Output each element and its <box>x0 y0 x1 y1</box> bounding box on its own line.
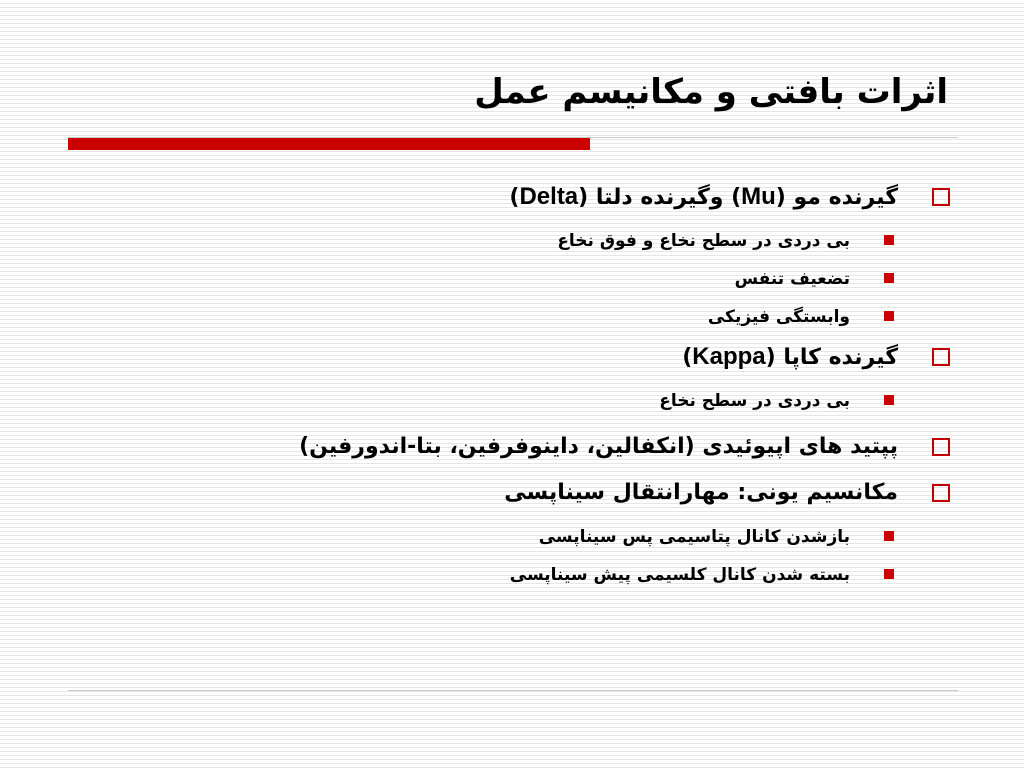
hollow-square-bullet-icon <box>932 484 950 502</box>
solid-square-bullet-icon <box>884 273 894 283</box>
list-item-opioid-peptides <box>250 426 950 468</box>
list-item-no-pain-spinal-supraspinal <box>250 222 950 260</box>
list-item-mu-delta-receptors <box>250 176 950 218</box>
solid-square-bullet-icon <box>884 395 894 405</box>
list-item-ionic-mechanism <box>250 472 950 514</box>
solid-square-bullet-icon <box>884 569 894 579</box>
mu-delta-suffix: ) <box>509 185 520 210</box>
physical-dependence-text: وابستگی فیزیکی <box>707 307 850 327</box>
list-item-potassium-channel <box>250 518 950 556</box>
list-item-physical-dependence <box>250 298 950 336</box>
kappa-label: Kappa <box>692 343 766 370</box>
hollow-square-bullet-icon <box>932 348 950 366</box>
hollow-square-bullet-icon <box>932 438 950 456</box>
mu-delta-prefix: گیرنده مو ( <box>775 185 898 210</box>
slide-title: اثرات بافتی و مکانیسم عمل <box>474 72 948 112</box>
mu-delta-middle: ) وگیرنده دلتا ( <box>578 185 742 210</box>
delta-label: Delta <box>519 183 579 210</box>
respiratory-depression-text: تضعیف تنفس <box>734 269 850 289</box>
list-item-kappa-receptor <box>250 336 950 378</box>
footer-divider-line <box>68 690 958 691</box>
solid-square-bullet-icon <box>884 531 894 541</box>
calcium-channel-text: بسته شدن کانال کلسیمی پیش سیناپسی <box>509 565 850 585</box>
no-pain-spinal-text: بی دردی در سطح نخاع <box>659 391 850 411</box>
kappa-prefix: گیرنده کاپا ( <box>765 345 898 370</box>
list-item-calcium-channel <box>250 556 950 594</box>
mu-label: Mu <box>741 183 776 210</box>
solid-square-bullet-icon <box>884 235 894 245</box>
bullet-list <box>250 176 950 594</box>
list-item-respiratory-depression <box>250 260 950 298</box>
title-accent-bar <box>68 138 590 150</box>
list-item-no-pain-spinal <box>250 382 950 420</box>
potassium-channel-text: بازشدن کانال پتاسیمی پس سیناپسی <box>538 527 850 547</box>
hollow-square-bullet-icon <box>932 188 950 206</box>
no-pain-spinal-supraspinal-text: بی دردی در سطح نخاع و فوق نخاع <box>557 231 850 251</box>
kappa-suffix: ) <box>682 345 693 370</box>
solid-square-bullet-icon <box>884 311 894 321</box>
opioid-peptides-text: پپتید های اپیوئیدی (انکفالین، داینوفرفین، بتا-اندورفین) <box>299 434 898 459</box>
ionic-mechanism-text: مکانسیم یونی: مهارانتقال سیناپسی <box>504 480 898 505</box>
